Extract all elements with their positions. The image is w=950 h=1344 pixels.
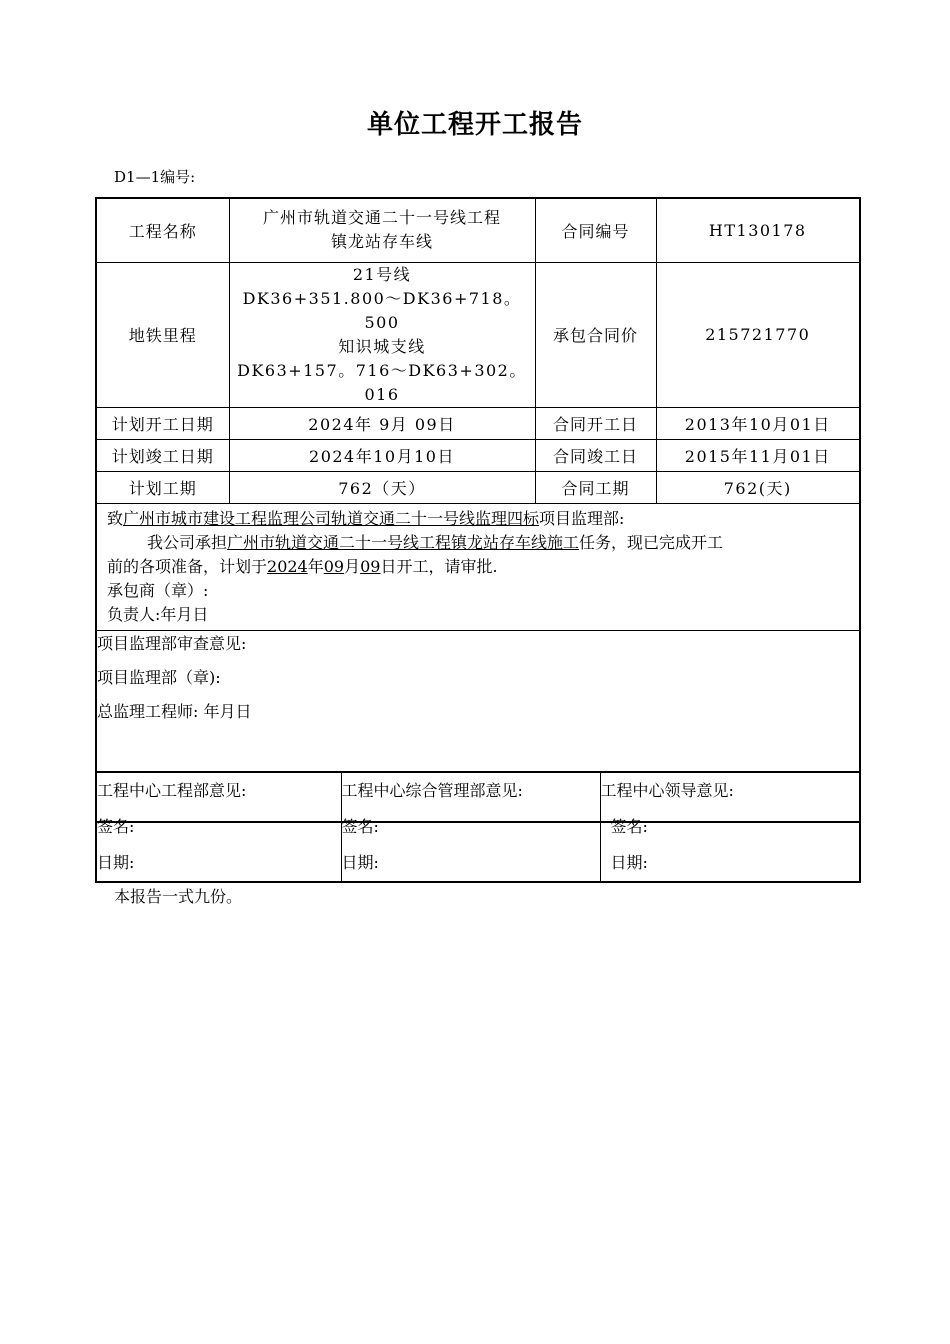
start-month: 09 [323, 556, 345, 576]
contract-no-value: HT130178 [656, 198, 860, 262]
admin-dept-date: 日期: [341, 853, 379, 872]
opinion-table [95, 771, 861, 883]
mileage-line2: DK36+351.800～DK36+718。500 [242, 288, 522, 332]
copies-note: 本报告一式九份。 [114, 887, 243, 906]
project-name-value [229, 198, 535, 262]
contract-period-value: 762(天) [656, 471, 860, 503]
leadership-opinion [600, 772, 860, 882]
leadership-sign: 签名: [610, 817, 648, 836]
letter-body-line2 [107, 555, 849, 579]
contract-price-label: 承包合同价 [535, 262, 656, 407]
mileage-line4: DK63+157。716～DK63+302。016 [237, 360, 527, 404]
start-year: 2024 [267, 556, 308, 576]
project-name-line2: 镇龙站存车线 [330, 232, 433, 252]
plan-period-label: 计划工期 [96, 471, 229, 503]
addressee-prefix: 致 [107, 508, 124, 528]
engineering-dept-date: 日期: [97, 853, 135, 872]
plan-start-value: 2024年 9月 09日 [229, 407, 535, 439]
plan-start-label: 计划开工日期 [96, 407, 229, 439]
admin-dept-title: 工程中心综合管理部意见: [341, 781, 523, 800]
mileage-line1: 21号线 [352, 264, 412, 284]
contractor-seal: 承包商（章）: [107, 580, 209, 600]
plan-period-value: 762（天） [229, 471, 535, 503]
admin-dept-sign: 签名: [341, 817, 379, 836]
contract-period-label: 合同工期 [535, 471, 656, 503]
supervision-org: 广州市城市建设工程监理公司轨道交通二十一号线监理四标 [123, 508, 540, 528]
contract-end-label: 合同竣工日 [535, 439, 656, 471]
addressee-suffix: 项目监理部: [539, 508, 625, 528]
body-part-d: 日开工，请审批. [380, 556, 498, 576]
body-project: 广州市轨道交通二十一号线工程镇龙站存车线施工 [227, 532, 580, 552]
mileage-value [229, 262, 535, 407]
contract-end-value: 2015年11月01日 [656, 439, 860, 471]
chief-engineer: 总监理工程师: 年月日 [97, 701, 252, 721]
mileage-line3: 知识城支线 [338, 336, 426, 356]
engineering-dept-opinion [96, 772, 341, 882]
body-part-a: 我公司承担 [147, 532, 228, 552]
report-table [95, 197, 861, 823]
contract-price-value: 215721770 [656, 262, 860, 407]
letter-addressee [107, 507, 849, 531]
project-name-line1: 广州市轨道交通二十一号线工程 [262, 208, 501, 228]
page-title: 单位工程开工报告 [366, 110, 583, 140]
body-part-c: 前的各项准备，计划于 [107, 556, 268, 576]
application-letter [96, 503, 860, 630]
engineering-dept-title: 工程中心工程部意见: [97, 781, 247, 800]
project-name-label: 工程名称 [96, 198, 229, 262]
contract-start-value: 2013年10月01日 [656, 407, 860, 439]
engineering-dept-sign: 签名: [97, 817, 135, 836]
review-opinion: 项目监理部审查意见: [97, 633, 247, 653]
letter-body-line1 [107, 531, 849, 555]
mileage-label: 地铁里程 [96, 262, 229, 407]
plan-end-value: 2024年10月10日 [229, 439, 535, 471]
review-seal: 项目监理部（章): [97, 667, 221, 687]
leadership-date: 日期: [610, 853, 648, 872]
responsible-person: 负责人:年月日 [107, 604, 209, 624]
admin-dept-opinion [341, 772, 600, 882]
plan-end-label: 计划竣工日期 [96, 439, 229, 471]
leadership-title: 工程中心领导意见: [600, 781, 734, 800]
contract-start-label: 合同开工日 [535, 407, 656, 439]
body-part-b: 任务，现已完成开工 [579, 532, 724, 552]
document-number: D1—1编号: [114, 168, 196, 186]
month-char: 月 [344, 556, 361, 576]
start-day: 09 [360, 556, 381, 576]
year-char: 年 [307, 556, 324, 576]
contract-no-label: 合同编号 [535, 198, 656, 262]
